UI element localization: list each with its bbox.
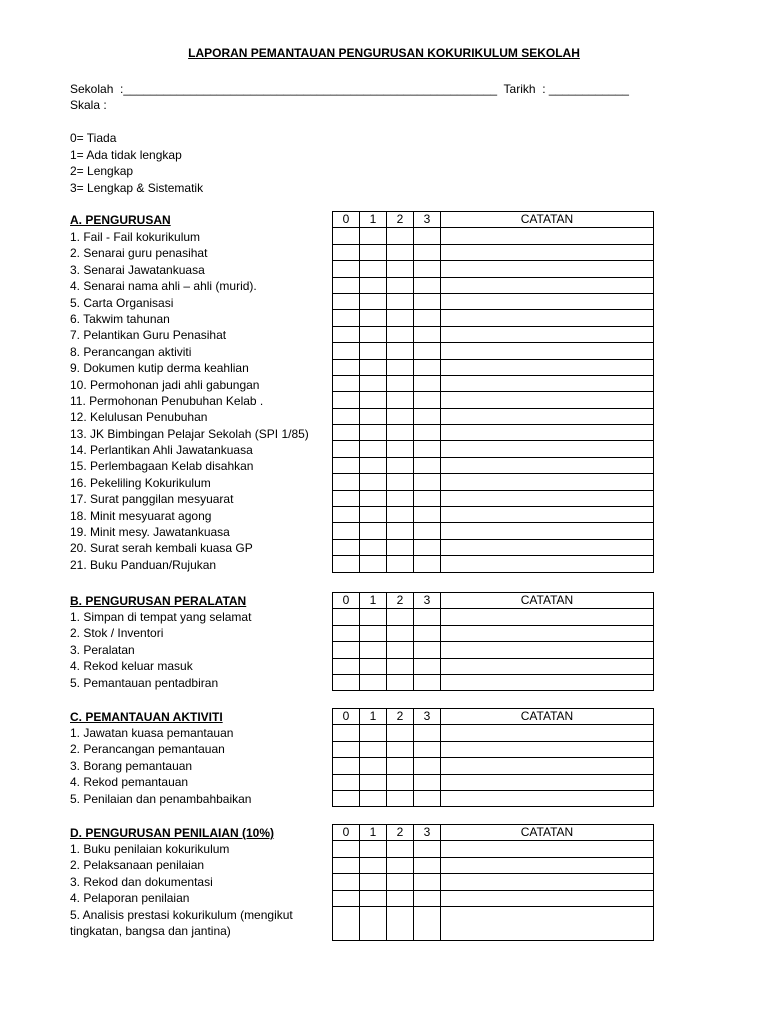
scale-item: 1= Ada tidak lengkap <box>70 148 182 162</box>
score-cell[interactable] <box>360 310 387 326</box>
score-cell[interactable] <box>360 625 387 641</box>
score-header: 1 <box>360 593 387 609</box>
catatan-cell[interactable] <box>441 609 654 625</box>
checklist-item: 2. Pelaksanaan penilaian <box>70 858 205 873</box>
score-cell[interactable] <box>360 359 387 375</box>
catatan-header: CATATAN <box>441 593 654 609</box>
table-row <box>333 790 654 806</box>
checklist-item: 17. Surat panggilan mesyuarat <box>70 492 234 507</box>
catatan-cell[interactable] <box>441 906 654 940</box>
checklist-item: 12. Kelulusan Penubuhan <box>70 410 208 425</box>
score-cell[interactable] <box>387 441 414 457</box>
score-cell[interactable] <box>360 774 387 790</box>
table-header-row <box>333 825 654 841</box>
section-c-table <box>332 708 654 807</box>
table-header-row <box>333 709 654 725</box>
score-cell[interactable] <box>414 674 441 690</box>
table-row <box>333 556 654 572</box>
score-cell[interactable] <box>333 523 360 539</box>
table-row <box>333 857 654 873</box>
score-cell[interactable] <box>333 609 360 625</box>
table-row <box>333 244 654 260</box>
table-row <box>333 490 654 506</box>
score-cell[interactable] <box>387 277 414 293</box>
score-cell[interactable] <box>360 642 387 658</box>
score-cell[interactable] <box>360 523 387 539</box>
score-header: 3 <box>414 825 441 841</box>
score-cell[interactable] <box>360 906 387 940</box>
score-cell[interactable] <box>360 556 387 572</box>
table-row <box>333 725 654 741</box>
score-cell[interactable] <box>360 674 387 690</box>
score-cell[interactable] <box>414 523 441 539</box>
checklist-item: 21. Buku Panduan/Rujukan <box>70 557 217 572</box>
table-header-row <box>333 212 654 228</box>
score-header: 0 <box>333 593 360 609</box>
checklist-item: 4. Rekod keluar masuk <box>70 659 193 674</box>
catatan-cell[interactable] <box>441 556 654 572</box>
score-cell[interactable] <box>360 474 387 490</box>
catatan-cell[interactable] <box>441 642 654 658</box>
section-a-items <box>70 229 309 573</box>
table-row <box>333 441 654 457</box>
score-cell[interactable] <box>414 343 441 359</box>
catatan-cell[interactable] <box>441 507 654 523</box>
score-cell[interactable] <box>360 841 387 857</box>
scale-item: 3= Lengkap & Sistematik <box>70 181 204 195</box>
score-cell[interactable] <box>387 539 414 555</box>
section-b-items <box>70 609 251 691</box>
table-row <box>333 228 654 244</box>
scale-item: 2= Lengkap <box>70 164 134 178</box>
checklist-item: 4. Rekod pemantauan <box>70 775 189 790</box>
score-cell[interactable] <box>387 642 414 658</box>
score-cell[interactable] <box>414 228 441 244</box>
score-cell[interactable] <box>387 874 414 890</box>
score-header: 1 <box>360 825 387 841</box>
section-heading-a: A. PENGURUSAN <box>70 213 171 227</box>
score-cell[interactable] <box>333 425 360 441</box>
checklist-item: 15. Perlembagaan Kelab disahkan <box>70 459 254 474</box>
score-cell[interactable] <box>387 758 414 774</box>
score-cell[interactable] <box>333 293 360 309</box>
score-cell[interactable] <box>387 343 414 359</box>
score-header: 2 <box>387 593 414 609</box>
table-row <box>333 642 654 658</box>
catatan-cell[interactable] <box>441 408 654 424</box>
catatan-cell[interactable] <box>441 326 654 342</box>
table-row <box>333 609 654 625</box>
catatan-cell[interactable] <box>441 293 654 309</box>
score-cell[interactable] <box>333 874 360 890</box>
checklist-item: 1. Buku penilaian kokurikulum <box>70 842 230 856</box>
score-header: 0 <box>333 709 360 725</box>
catatan-cell[interactable] <box>441 790 654 806</box>
score-cell[interactable] <box>414 841 441 857</box>
score-cell[interactable] <box>414 490 441 506</box>
score-cell[interactable] <box>360 228 387 244</box>
score-cell[interactable] <box>414 425 441 441</box>
score-cell[interactable] <box>333 556 360 572</box>
score-cell[interactable] <box>360 857 387 873</box>
score-header: 3 <box>414 593 441 609</box>
score-cell[interactable] <box>360 375 387 391</box>
catatan-cell[interactable] <box>441 474 654 490</box>
catatan-cell[interactable] <box>441 359 654 375</box>
score-cell[interactable] <box>333 228 360 244</box>
score-cell[interactable] <box>333 790 360 806</box>
checklist-item: 5. Analisis prestasi kokurikulum (mengikut tingkatan, bangsa dan jantina) <box>70 907 293 938</box>
checklist-item: 3. Senarai Jawatankuasa <box>70 262 205 277</box>
score-cell[interactable] <box>387 556 414 572</box>
score-cell[interactable] <box>333 725 360 741</box>
score-header: 2 <box>387 212 414 228</box>
score-cell[interactable] <box>387 625 414 641</box>
score-cell[interactable] <box>414 906 441 940</box>
table-row <box>333 277 654 293</box>
catatan-cell[interactable] <box>441 758 654 774</box>
table-row <box>333 261 654 277</box>
score-cell[interactable] <box>387 457 414 473</box>
table-row <box>333 474 654 490</box>
score-cell[interactable] <box>414 392 441 408</box>
catatan-cell[interactable] <box>441 625 654 641</box>
score-cell[interactable] <box>333 857 360 873</box>
score-header: 1 <box>360 709 387 725</box>
score-cell[interactable] <box>387 490 414 506</box>
score-cell[interactable] <box>360 609 387 625</box>
catatan-cell[interactable] <box>441 523 654 539</box>
table-row <box>333 408 654 424</box>
score-cell[interactable] <box>360 326 387 342</box>
table-row <box>333 293 654 309</box>
checklist-item: 20. Surat serah kembali kuasa GP <box>70 541 253 556</box>
score-cell[interactable] <box>414 725 441 741</box>
catatan-cell[interactable] <box>441 857 654 873</box>
score-cell[interactable] <box>333 674 360 690</box>
catatan-cell[interactable] <box>441 375 654 391</box>
table-row <box>333 758 654 774</box>
catatan-header: CATATAN <box>441 825 654 841</box>
score-cell[interactable] <box>333 841 360 857</box>
catatan-cell[interactable] <box>441 539 654 555</box>
score-cell[interactable] <box>387 741 414 757</box>
score-cell[interactable] <box>414 658 441 674</box>
score-cell[interactable] <box>360 441 387 457</box>
section-heading-b: B. PENGURUSAN PERALATAN <box>70 594 247 608</box>
catatan-cell[interactable] <box>441 244 654 260</box>
table-row <box>333 326 654 342</box>
score-cell[interactable] <box>360 408 387 424</box>
score-cell[interactable] <box>333 261 360 277</box>
catatan-cell[interactable] <box>441 310 654 326</box>
checklist-item: 5. Penilaian dan penambahbaikan <box>70 791 252 806</box>
score-cell[interactable] <box>414 874 441 890</box>
score-cell[interactable] <box>387 228 414 244</box>
score-cell[interactable] <box>360 244 387 260</box>
score-cell[interactable] <box>360 490 387 506</box>
score-cell[interactable] <box>333 457 360 473</box>
checklist-item: 10. Permohonan jadi ahli gabungan <box>70 377 260 392</box>
score-cell[interactable] <box>387 507 414 523</box>
checklist-item: 3. Rekod dan dokumentasi <box>70 874 213 889</box>
score-cell[interactable] <box>333 441 360 457</box>
score-cell[interactable] <box>414 857 441 873</box>
section-heading-d: D. PENGURUSAN PENILAIAN (10%) <box>70 826 275 840</box>
score-cell[interactable] <box>387 408 414 424</box>
score-cell[interactable] <box>414 326 441 342</box>
score-cell[interactable] <box>360 293 387 309</box>
score-cell[interactable] <box>333 408 360 424</box>
score-header: 0 <box>333 212 360 228</box>
score-cell[interactable] <box>387 674 414 690</box>
score-cell[interactable] <box>360 507 387 523</box>
score-cell[interactable] <box>333 359 360 375</box>
score-cell[interactable] <box>333 507 360 523</box>
catatan-cell[interactable] <box>441 343 654 359</box>
score-cell[interactable] <box>387 906 414 940</box>
score-header: 1 <box>360 212 387 228</box>
score-cell[interactable] <box>387 392 414 408</box>
score-cell[interactable] <box>387 841 414 857</box>
catatan-header: CATATAN <box>441 709 654 725</box>
score-cell[interactable] <box>414 277 441 293</box>
score-cell[interactable] <box>333 741 360 757</box>
score-cell[interactable] <box>387 293 414 309</box>
sekolah-tarikh-line: Sekolah :________________________________________________________ Tarikh : ____________ <box>70 82 629 96</box>
catatan-cell[interactable] <box>441 674 654 690</box>
score-cell[interactable] <box>360 457 387 473</box>
score-cell[interactable] <box>360 343 387 359</box>
table-row <box>333 359 654 375</box>
table-row <box>333 523 654 539</box>
table-row <box>333 741 654 757</box>
section-d-items <box>70 841 325 941</box>
score-cell[interactable] <box>387 890 414 906</box>
table-row <box>333 392 654 408</box>
score-cell[interactable] <box>360 790 387 806</box>
score-cell[interactable] <box>333 326 360 342</box>
scale-item: 0= Tiada <box>70 131 117 145</box>
score-cell[interactable] <box>414 625 441 641</box>
score-cell[interactable] <box>333 642 360 658</box>
score-cell[interactable] <box>360 392 387 408</box>
checklist-item: 4. Pelaporan penilaian <box>70 891 190 906</box>
score-cell[interactable] <box>414 741 441 757</box>
score-cell[interactable] <box>387 310 414 326</box>
table-row <box>333 658 654 674</box>
checklist-item: 1. Simpan di tempat yang selamat <box>70 610 252 624</box>
score-cell[interactable] <box>414 457 441 473</box>
section-c-items <box>70 725 251 807</box>
score-cell[interactable] <box>387 523 414 539</box>
table-row <box>333 343 654 359</box>
score-cell[interactable] <box>414 359 441 375</box>
checklist-item: 13. JK Bimbingan Pelajar Sekolah (SPI 1/85) <box>70 426 309 441</box>
section-heading-c: C. PEMANTAUAN AKTIVITI <box>70 710 223 724</box>
score-cell[interactable] <box>414 375 441 391</box>
section-b-table <box>332 592 654 691</box>
table-row <box>333 625 654 641</box>
score-cell[interactable] <box>333 758 360 774</box>
table-row <box>333 507 654 523</box>
score-cell[interactable] <box>360 725 387 741</box>
score-cell[interactable] <box>360 741 387 757</box>
score-cell[interactable] <box>333 539 360 555</box>
checklist-item: 1. Jawatan kuasa pemantauan <box>70 726 234 740</box>
score-cell[interactable] <box>414 293 441 309</box>
score-cell[interactable] <box>333 343 360 359</box>
table-row <box>333 539 654 555</box>
catatan-cell[interactable] <box>441 425 654 441</box>
score-cell[interactable] <box>414 556 441 572</box>
score-cell[interactable] <box>333 774 360 790</box>
table-row <box>333 375 654 391</box>
score-cell[interactable] <box>414 790 441 806</box>
score-cell[interactable] <box>333 906 360 940</box>
score-header: 2 <box>387 709 414 725</box>
catatan-cell[interactable] <box>441 741 654 757</box>
score-cell[interactable] <box>333 375 360 391</box>
checklist-item: 3. Peralatan <box>70 642 135 657</box>
score-cell[interactable] <box>333 392 360 408</box>
score-cell[interactable] <box>333 490 360 506</box>
score-header: 3 <box>414 709 441 725</box>
score-cell[interactable] <box>360 425 387 441</box>
checklist-item: 6. Takwim tahunan <box>70 311 170 326</box>
table-row <box>333 425 654 441</box>
table-row <box>333 310 654 326</box>
score-cell[interactable] <box>414 642 441 658</box>
score-cell[interactable] <box>333 310 360 326</box>
checklist-item: 7. Pelantikan Guru Penasihat <box>70 328 227 343</box>
table-row <box>333 874 654 890</box>
checklist-item: 3. Borang pemantauan <box>70 758 193 773</box>
table-header-row <box>333 593 654 609</box>
score-cell[interactable] <box>414 758 441 774</box>
score-cell[interactable] <box>414 609 441 625</box>
table-row <box>333 674 654 690</box>
checklist-item: 18. Minit mesyuarat agong <box>70 508 212 523</box>
score-cell[interactable] <box>387 326 414 342</box>
score-cell[interactable] <box>387 425 414 441</box>
catatan-header: CATATAN <box>441 212 654 228</box>
score-cell[interactable] <box>414 408 441 424</box>
score-cell[interactable] <box>360 539 387 555</box>
checklist-item: 19. Minit mesy. Jawatankuasa <box>70 525 230 540</box>
catatan-cell[interactable] <box>441 441 654 457</box>
score-cell[interactable] <box>333 890 360 906</box>
score-cell[interactable] <box>387 790 414 806</box>
score-cell[interactable] <box>333 277 360 293</box>
checklist-item: 2. Perancangan pemantauan <box>70 742 225 757</box>
score-cell[interactable] <box>360 890 387 906</box>
score-header: 3 <box>414 212 441 228</box>
catatan-cell[interactable] <box>441 261 654 277</box>
score-cell[interactable] <box>387 857 414 873</box>
score-cell[interactable] <box>414 890 441 906</box>
checklist-item: 2. Stok / Inventori <box>70 626 164 641</box>
catatan-cell[interactable] <box>441 457 654 473</box>
checklist-item: 5. Carta Organisasi <box>70 295 174 310</box>
score-cell[interactable] <box>387 658 414 674</box>
report-title: LAPORAN PEMANTAUAN PENGURUSAN KOKURIKULUM SEKOLAH <box>188 46 580 60</box>
score-cell[interactable] <box>333 625 360 641</box>
checklist-item: 8. Perancangan aktiviti <box>70 344 192 359</box>
score-cell[interactable] <box>360 261 387 277</box>
score-cell[interactable] <box>360 658 387 674</box>
score-cell[interactable] <box>387 609 414 625</box>
score-cell[interactable] <box>333 474 360 490</box>
section-d-table <box>332 824 654 941</box>
skala-label: Skala : <box>70 98 107 112</box>
score-cell[interactable] <box>414 310 441 326</box>
checklist-item: 1. Fail - Fail kokurikulum <box>70 230 201 244</box>
score-cell[interactable] <box>414 474 441 490</box>
score-cell[interactable] <box>360 874 387 890</box>
catatan-cell[interactable] <box>441 658 654 674</box>
score-cell[interactable] <box>387 375 414 391</box>
catatan-cell[interactable] <box>441 228 654 244</box>
catatan-cell[interactable] <box>441 392 654 408</box>
score-cell[interactable] <box>387 261 414 277</box>
score-cell[interactable] <box>360 277 387 293</box>
score-cell[interactable] <box>414 441 441 457</box>
score-cell[interactable] <box>387 474 414 490</box>
section-a-table <box>332 211 654 573</box>
catatan-cell[interactable] <box>441 841 654 857</box>
checklist-item: 2. Senarai guru penasihat <box>70 246 208 261</box>
score-cell[interactable] <box>333 658 360 674</box>
score-cell[interactable] <box>387 774 414 790</box>
table-row <box>333 774 654 790</box>
table-row <box>333 906 654 940</box>
table-row <box>333 890 654 906</box>
score-cell[interactable] <box>333 244 360 260</box>
score-header: 0 <box>333 825 360 841</box>
score-cell[interactable] <box>387 725 414 741</box>
checklist-item: 9. Dokumen kutip derma keahlian <box>70 361 249 376</box>
catatan-cell[interactable] <box>441 774 654 790</box>
checklist-item: 16. Pekeliling Kokurikulum <box>70 475 211 490</box>
table-row <box>333 457 654 473</box>
catatan-cell[interactable] <box>441 277 654 293</box>
catatan-cell[interactable] <box>441 890 654 906</box>
checklist-item: 11. Permohonan Penubuhan Kelab . <box>70 393 264 408</box>
score-cell[interactable] <box>387 359 414 375</box>
checklist-item: 4. Senarai nama ahli – ahli (murid). <box>70 279 257 294</box>
catatan-cell[interactable] <box>441 874 654 890</box>
score-cell[interactable] <box>414 244 441 260</box>
score-cell[interactable] <box>414 774 441 790</box>
score-cell[interactable] <box>360 758 387 774</box>
table-row <box>333 841 654 857</box>
score-header: 2 <box>387 825 414 841</box>
score-cell[interactable] <box>414 261 441 277</box>
score-cell[interactable] <box>414 507 441 523</box>
score-cell[interactable] <box>387 244 414 260</box>
catatan-cell[interactable] <box>441 725 654 741</box>
score-cell[interactable] <box>414 539 441 555</box>
catatan-cell[interactable] <box>441 490 654 506</box>
checklist-item: 14. Perlantikan Ahli Jawatankuasa <box>70 443 253 458</box>
checklist-item: 5. Pemantauan pentadbiran <box>70 675 219 690</box>
